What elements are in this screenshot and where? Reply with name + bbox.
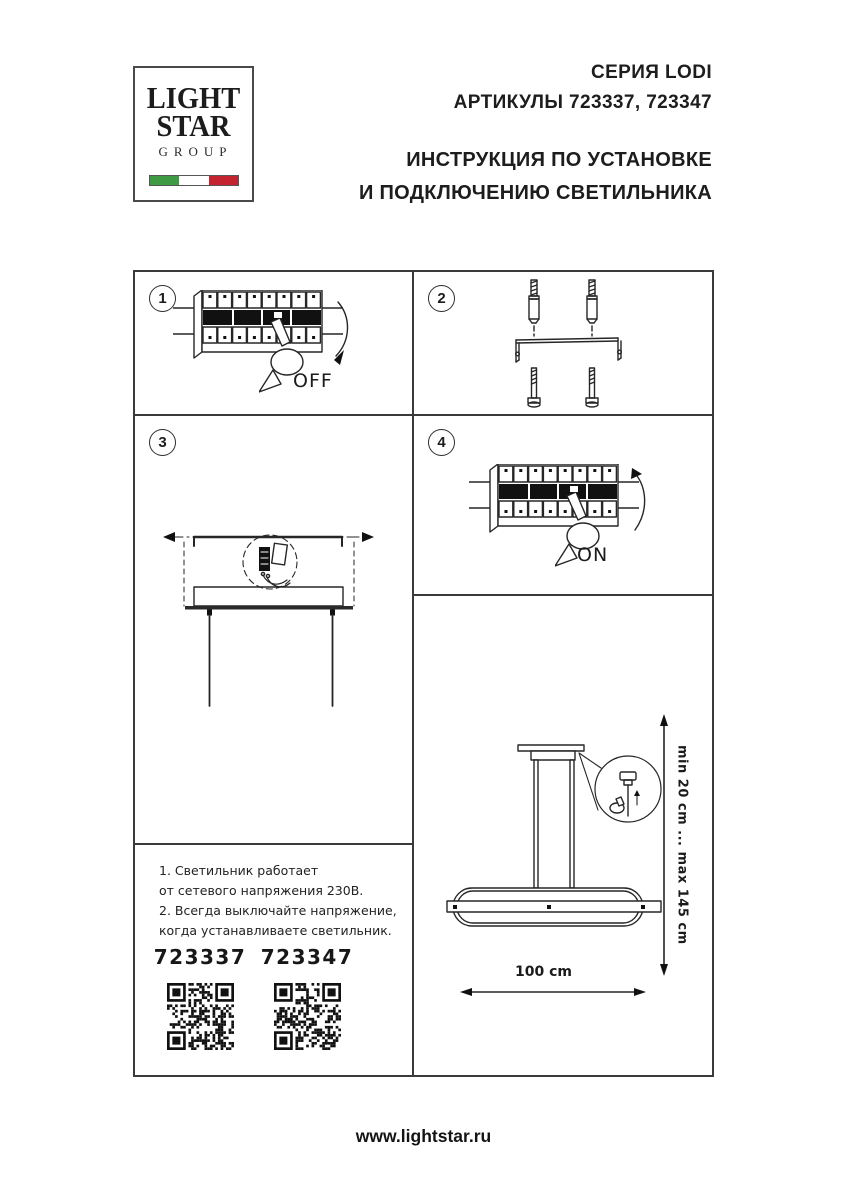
page-title-line1: ИНСТРУКЦИЯ ПО УСТАНОВКЕ [406,149,712,171]
logo-word-light: LIGHT [146,80,241,115]
step-1-panel [135,272,412,414]
breaker-on-illustration [414,416,712,594]
page-title-line2: И ПОДКЛЮЧЕНИЮ СВЕТИЛЬНИКА [358,182,712,204]
flag-green-segment [150,176,179,185]
step-3-panel [135,416,412,843]
canopy-wiring-illustration [135,416,412,843]
article-number-right: 723347 [260,945,354,969]
step-3-number: 3 [149,429,176,456]
step-2-number: 2 [428,285,455,312]
article-723347-block [252,945,362,1050]
step-4-panel [414,416,712,594]
qr-code [167,983,234,1050]
italian-flag-stripe [149,175,239,186]
step-1-number: 1 [149,285,176,312]
note-line: 1. Светильник работает [159,863,319,878]
article-number-left: 723337 [153,945,247,969]
note-line: когда устанавливаете светильник. [159,923,392,938]
flag-white-segment [179,176,208,185]
series-name: СЕРИЯ LODI [590,62,712,83]
safety-notes [159,861,399,941]
anchors-and-screws-illustration [414,272,712,414]
step-4-number: 4 [428,429,455,456]
off-label: OFF [293,370,333,392]
flag-red-segment [209,176,238,185]
lamp-dimensions-panel [414,596,712,1075]
note-line: 2. Всегда выключайте напряжение, [159,903,397,918]
on-label: ON [577,544,609,566]
lightstar-logo [133,66,254,202]
breaker-off-illustration [135,272,412,414]
logo-word-star: STAR [156,108,231,143]
step-2-panel [414,272,712,414]
article-numbers: АРТИКУЛЫ 723337, 723347 [453,92,712,113]
notes-panel [135,845,412,1075]
document-header [359,62,712,207]
height-range-dimension: min 20 cm ... max 145 cm [674,745,690,945]
logo-word-group: GROUP [158,144,233,159]
instruction-grid [133,270,714,1077]
website-url: www.lightstar.ru [355,1126,492,1146]
width-dimension: 100 cm [515,964,572,980]
article-723337-block [145,945,255,1050]
pendant-lamp-diagram [414,596,712,1075]
note-line: от сетевого напряжения 230В. [159,883,364,898]
qr-code [274,983,341,1050]
